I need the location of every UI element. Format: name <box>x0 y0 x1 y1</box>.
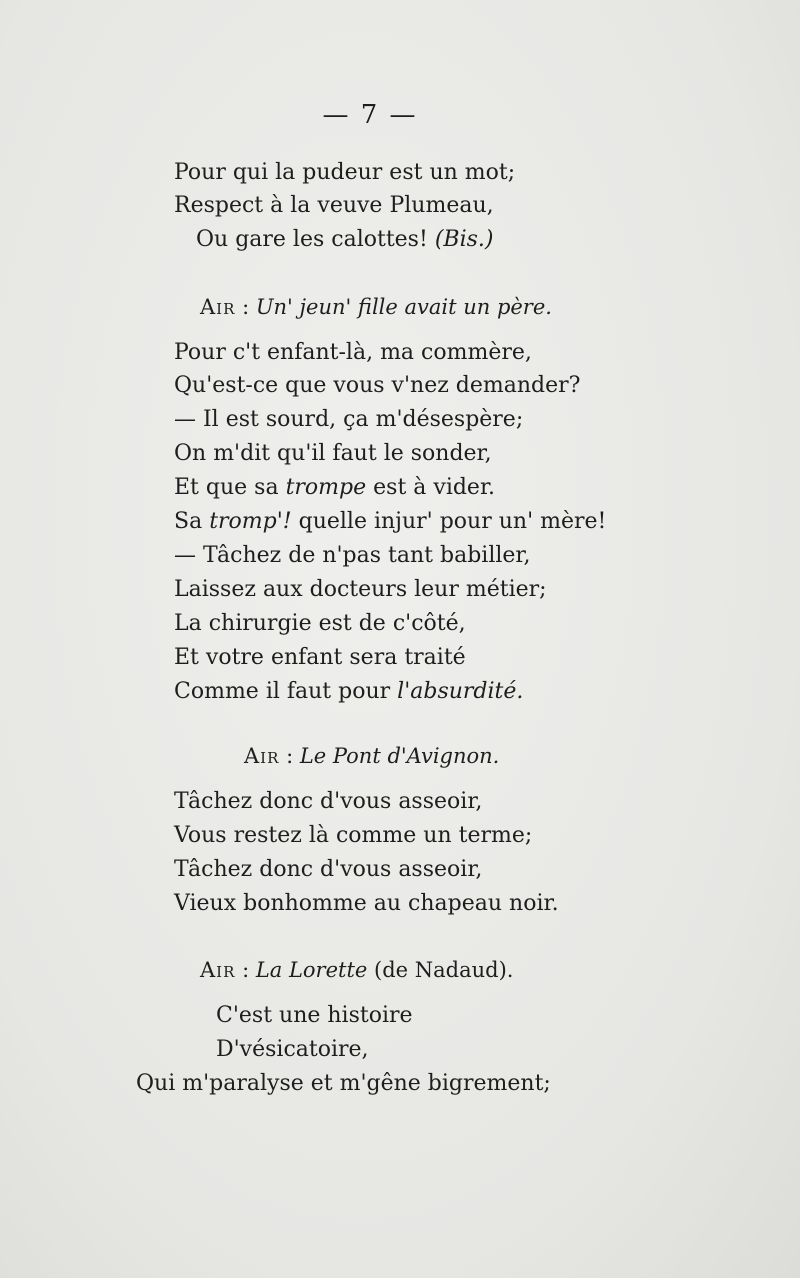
verse-line: La chirurgie est de c'côté, <box>174 611 466 636</box>
verse-line: Vous restez là comme un terme; <box>174 823 533 848</box>
air-heading: Air : Un' jeun' fille avait un père. <box>200 295 552 319</box>
verse-line: — Il est sourd, ça m'désespère; <box>174 407 524 432</box>
verse-line: Pour qui la pudeur est un mot; <box>174 160 516 185</box>
verse-line: Respect à la veuve Plumeau, <box>174 193 494 218</box>
verse-line: C'est une histoire <box>216 1003 413 1028</box>
verse-line: Sa tromp'! quelle injur' pour un' mère! <box>174 509 607 534</box>
verse-line: Qui m'paralyse et m'gêne bigrement; <box>136 1071 551 1096</box>
verse-line: Tâchez donc d'vous asseoir, <box>174 857 483 882</box>
verse-line: On m'dit qu'il faut le sonder, <box>174 441 492 466</box>
verse-line: Et que sa trompe est à vider. <box>174 475 496 500</box>
verse-line: — Tâchez de n'pas tant babiller, <box>174 543 531 568</box>
page-number: — 7 — <box>322 100 418 130</box>
verse-line: Laissez aux docteurs leur métier; <box>174 577 547 602</box>
air-heading: Air : La Lorette (de Nadaud). <box>200 958 514 982</box>
verse-line: Ou gare les calottes! (Bis.) <box>196 227 494 252</box>
verse-line: Vieux bonhomme au chapeau noir. <box>174 891 559 916</box>
verse-line: Tâchez donc d'vous asseoir, <box>174 789 483 814</box>
verse-line: Et votre enfant sera traité <box>174 645 466 670</box>
verse-line: Qu'est-ce que vous v'nez demander? <box>174 373 581 398</box>
air-heading: Air : Le Pont d'Avignon. <box>244 744 500 768</box>
verse-line: Pour c't enfant-là, ma commère, <box>174 340 532 365</box>
verse-line: D'vésicatoire, <box>216 1037 369 1062</box>
verse-line: Comme il faut pour l'absurdité. <box>174 679 524 704</box>
